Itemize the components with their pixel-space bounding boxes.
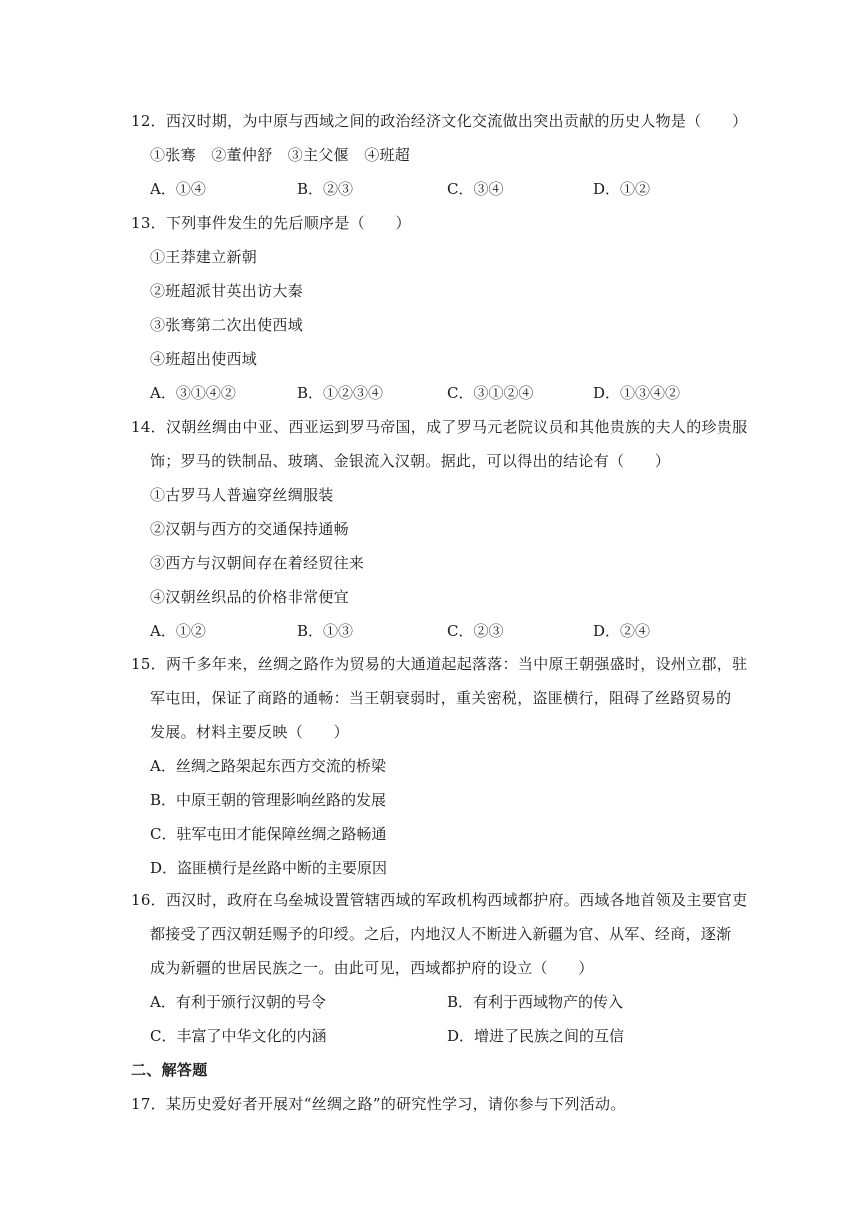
q14-item-1: ①古罗马人普遍穿丝绸服装	[150, 486, 334, 504]
q12-items: ①张骞 ②董仲舒 ③主父偃 ④班超	[150, 146, 411, 164]
q14-option-d: D．②④	[593, 622, 651, 640]
q15-option-c: C．驻军屯田才能保障丝绸之路畅通	[150, 825, 387, 843]
q16-option-b: B．有利于西域物产的传入	[447, 993, 624, 1011]
q16-stem-line-2: 都接受了西汉朝廷赐予的印绶。之后，内地汉人不断进入新疆为官、从军、经商，逐渐	[150, 925, 732, 943]
q13-option-d: D．①③④②	[593, 384, 681, 402]
q13-stem: 13．下列事件发生的先后顺序是（ ）	[131, 214, 411, 232]
q13-option-c: C．③①②④	[447, 384, 534, 402]
q13-option-b: B．①②③④	[297, 384, 384, 402]
q14-option-b: B．①③	[297, 622, 354, 640]
q12-option-d: D．①②	[593, 180, 651, 198]
q12-option-a: A．①④	[150, 180, 206, 198]
q13-item-3: ③张骞第二次出使西域	[150, 316, 304, 334]
q14-item-2: ②汉朝与西方的交通保持通畅	[150, 520, 349, 538]
q13-item-2: ②班超派甘英出访大秦	[150, 282, 304, 300]
q16-option-a: A．有利于颁行汉朝的号令	[150, 993, 326, 1011]
q15-option-a: A．丝绸之路架起东西方交流的桥梁	[150, 757, 386, 775]
q15-stem-line-3: 发展。材料主要反映（ ）	[150, 723, 349, 741]
q16-option-d: D．增进了民族之间的互信	[447, 1027, 625, 1045]
q13-option-a: A．③①④②	[150, 384, 236, 402]
section-heading: 二、解答题	[131, 1061, 208, 1079]
q15-stem-line-1: 15．两千多年来，丝绸之路作为贸易的大通道起起落落：当中原王朝强盛时，设州立郡，驻	[131, 655, 748, 673]
q15-option-d: D．盗匪横行是丝路中断的主要原因	[150, 859, 388, 877]
q14-option-c: C．②③	[447, 622, 504, 640]
q13-item-1: ①王莽建立新朝	[150, 248, 258, 266]
q12-stem: 12．西汉时期，为中原与西域之间的政治经济文化交流做出突出贡献的历史人物是（ ）	[131, 112, 748, 130]
q14-item-3: ③西方与汉朝间存在着经贸往来	[150, 554, 365, 572]
q13-item-4: ④班超出使西域	[150, 350, 258, 368]
q15-option-b: B．中原王朝的管理影响丝路的发展	[150, 791, 387, 809]
q14-stem-line-2: 饰；罗马的铁制品、玻璃、金银流入汉朝。据此，可以得出的结论有（ ）	[150, 452, 671, 470]
q15-stem-line-2: 军屯田，保证了商路的通畅：当王朝衰弱时，重关密税，盗匪横行，阻碍了丝路贸易的	[150, 689, 732, 707]
q12-option-c: C．③④	[447, 180, 504, 198]
q16-option-c: C．丰富了中华文化的内涵	[150, 1027, 327, 1045]
q17-stem: 17．某历史爱好者开展对“丝绸之路”的研究性学习，请你参与下列活动。	[131, 1095, 626, 1113]
q12-option-b: B．②③	[297, 180, 354, 198]
q14-option-a: A．①②	[150, 622, 206, 640]
q14-item-4: ④汉朝丝织品的价格非常便宜	[150, 588, 349, 606]
q16-stem-line-1: 16．西汉时，政府在乌垒城设置管辖西域的军政机构西域都护府。西域各地首领及主要官吏	[131, 891, 748, 909]
q16-stem-line-3: 成为新疆的世居民族之一。由此可见，西域都护府的设立（ ）	[150, 959, 594, 977]
q14-stem-line-1: 14．汉朝丝绸由中亚、西亚运到罗马帝国，成了罗马元老院议员和其他贵族的夫人的珍贵服	[131, 418, 748, 436]
